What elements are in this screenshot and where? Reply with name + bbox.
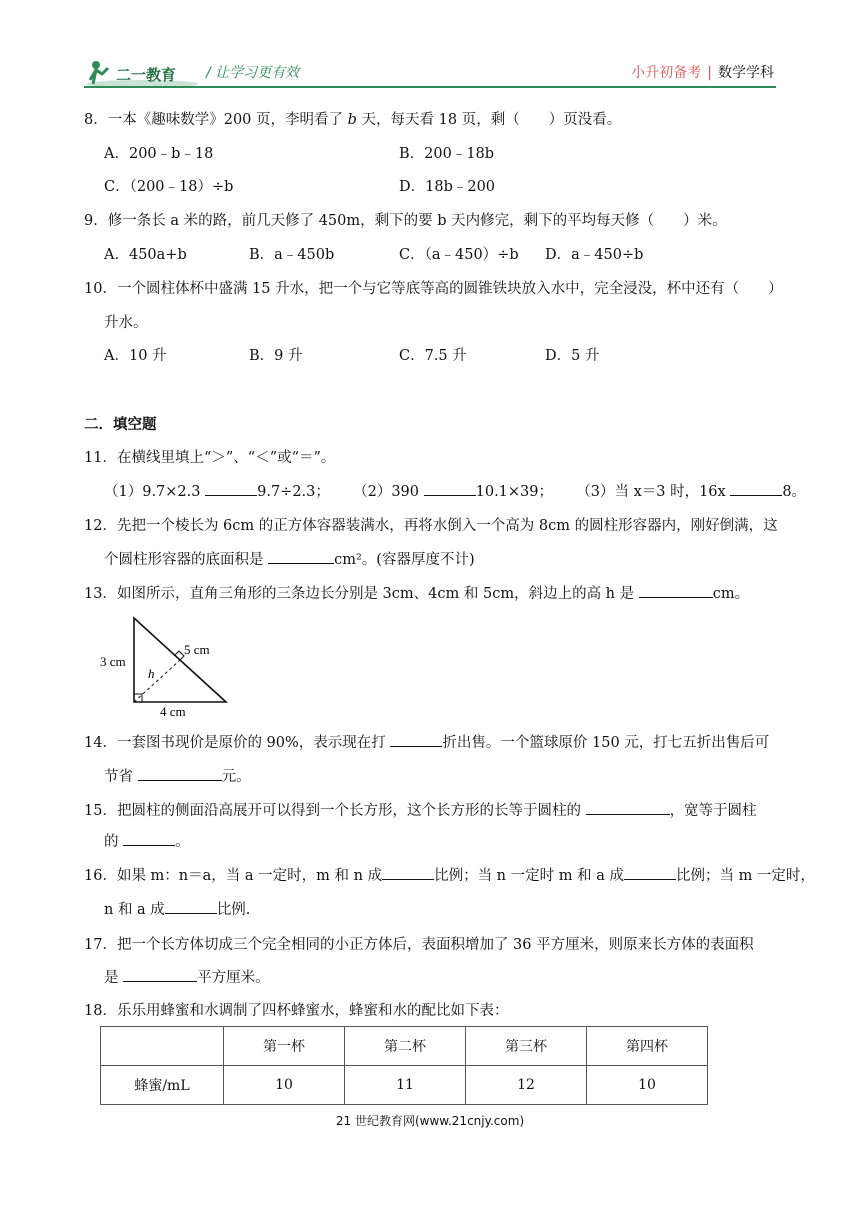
question-text: 。 bbox=[175, 834, 190, 850]
table-cell: 10 bbox=[224, 1066, 345, 1105]
answer-blank[interactable] bbox=[730, 481, 782, 496]
answer-blank[interactable] bbox=[205, 481, 257, 496]
answer-blank[interactable] bbox=[165, 899, 217, 914]
question-11-parts bbox=[104, 481, 806, 503]
exam-label: 小升初备考 bbox=[631, 65, 702, 81]
label-h: h bbox=[148, 666, 155, 681]
question-13 bbox=[84, 583, 749, 605]
question-number: 10． bbox=[84, 281, 117, 297]
question-text: cm。 bbox=[712, 586, 750, 602]
option-d: D．5 升 bbox=[545, 348, 600, 364]
question-number: 11． bbox=[84, 450, 117, 466]
answer-blank[interactable] bbox=[586, 800, 670, 815]
question-number: 13． bbox=[84, 586, 117, 602]
logo-text: 二一教育 bbox=[116, 66, 177, 84]
option-d: D．18b﹣200 bbox=[399, 179, 496, 195]
subject-label: 数学学科 bbox=[718, 65, 774, 81]
question-number: 12． bbox=[84, 518, 117, 534]
page-header bbox=[0, 0, 860, 100]
page-footer: 21 世纪教育网(www.21cnjy.com) bbox=[335, 1114, 525, 1128]
answer-blank[interactable] bbox=[138, 766, 222, 781]
question-text: n 和 a 成 bbox=[104, 902, 165, 918]
question-text: 平方厘米。 bbox=[197, 970, 270, 986]
question-text: ，宽等于圆柱 bbox=[669, 803, 757, 819]
question-text: 在横线里填上“＞”、“＜”或“＝”。 bbox=[116, 450, 336, 466]
question-number: 17． bbox=[84, 937, 117, 953]
question-text: 一个圆柱体杯中盛满 15 升水，把一个与它等底等高的圆锥铁块放入水中，完全浸没，杯中还有（ ） bbox=[116, 281, 783, 297]
question-10 bbox=[84, 278, 783, 300]
question-text: 乐乐用蜂蜜和水调制了四杯蜂蜜水，蜂蜜和水的配比如下表： bbox=[116, 1003, 509, 1019]
question-text: 是 bbox=[104, 970, 124, 986]
question-text: 节省 bbox=[104, 769, 138, 785]
question-text: 个圆柱形容器的底面积是 bbox=[104, 552, 269, 568]
answer-blank[interactable] bbox=[424, 481, 476, 496]
question-18 bbox=[84, 1000, 508, 1022]
question-number: 18． bbox=[84, 1003, 117, 1019]
answer-blank[interactable] bbox=[123, 967, 197, 982]
question-text: 天，每天看 18 页，剩（ ）页没看。 bbox=[356, 112, 622, 128]
slogan: / 让学习更有效 bbox=[206, 65, 300, 81]
answer-blank[interactable] bbox=[123, 831, 175, 846]
question-17-cont bbox=[104, 967, 270, 989]
question-17 bbox=[84, 934, 754, 956]
question-14-cont bbox=[104, 766, 251, 788]
option-b: B．200﹣18b bbox=[399, 146, 495, 162]
question-text: 比例；当 n 一定时 m 和 a 成 bbox=[434, 868, 624, 884]
header-separator: | bbox=[707, 65, 712, 81]
table-header-cell bbox=[101, 1027, 224, 1066]
answer-blank[interactable] bbox=[639, 583, 713, 598]
honey-table bbox=[100, 1026, 708, 1105]
question-text: 如图所示，直角三角形的三条边长分别是 3cm、4cm 和 5cm，斜边上的高 h 是 bbox=[116, 586, 639, 602]
table-header-cell: 第三杯 bbox=[466, 1027, 587, 1066]
question-10-cont: 升水。 bbox=[104, 315, 148, 331]
question-text: 比例；当 m 一定时， bbox=[675, 868, 815, 884]
header-divider bbox=[84, 86, 776, 88]
part-3: （3）当 x＝3 时，16x bbox=[576, 484, 731, 500]
part-1: （1）9.7×2.3 bbox=[104, 484, 206, 500]
question-text: 一本《趣味数学》200 页，李明看了 bbox=[107, 112, 348, 128]
question-8 bbox=[84, 109, 621, 131]
question-number: 14． bbox=[84, 735, 117, 751]
question-text: 的 bbox=[104, 834, 124, 850]
option-c: C．（a﹣450）÷b bbox=[399, 247, 519, 263]
option-c: C．7.5 升 bbox=[399, 348, 467, 364]
question-16-cont bbox=[104, 899, 250, 921]
table-cell: 12 bbox=[466, 1066, 587, 1105]
table-row bbox=[101, 1066, 708, 1105]
answer-blank[interactable] bbox=[382, 865, 434, 880]
question-15-cont bbox=[104, 831, 190, 853]
question-text: 一套图书现价是原价的 90%，表示现在打 bbox=[116, 735, 391, 751]
question-text: 比例. bbox=[216, 902, 251, 918]
question-number: 8． bbox=[84, 112, 108, 128]
table-header-cell: 第四杯 bbox=[587, 1027, 708, 1066]
option-a: A．450a+b bbox=[104, 247, 187, 263]
question-12-cont bbox=[104, 549, 475, 571]
header-subject bbox=[631, 62, 774, 82]
question-number: 15． bbox=[84, 803, 117, 819]
part-2: （2）390 bbox=[353, 484, 424, 500]
table-row-label: 蜂蜜/mL bbox=[101, 1066, 224, 1105]
option-a: A．200﹣b﹣18 bbox=[104, 146, 214, 162]
height-line bbox=[134, 661, 179, 702]
option-b: B．a﹣450b bbox=[249, 247, 335, 263]
right-triangle-figure bbox=[98, 610, 248, 722]
variable: b bbox=[347, 112, 357, 128]
option-b: B．9 升 bbox=[249, 348, 303, 364]
question-9 bbox=[84, 210, 727, 232]
question-number: 16． bbox=[84, 868, 117, 884]
question-text: cm²。(容器厚度不计) bbox=[334, 552, 475, 568]
table-header-cell: 第一杯 bbox=[224, 1027, 345, 1066]
question-12 bbox=[84, 515, 778, 537]
table-header-cell: 第二杯 bbox=[345, 1027, 466, 1066]
label-4cm: 4 cm bbox=[160, 704, 186, 719]
option-a: A．10 升 bbox=[104, 348, 167, 364]
question-text: 折出售。一个篮球原价 150 元，打七五折出售后可 bbox=[442, 735, 770, 751]
section-title: 二．填空题 bbox=[84, 416, 157, 433]
question-11 bbox=[84, 447, 335, 469]
question-number: 9． bbox=[84, 213, 108, 229]
part-1-rest: 9.7÷2.3； bbox=[257, 484, 330, 500]
table-header-row bbox=[101, 1027, 708, 1066]
answer-blank[interactable] bbox=[624, 865, 676, 880]
question-text: 元。 bbox=[221, 769, 251, 785]
question-16 bbox=[84, 865, 815, 887]
question-15 bbox=[84, 800, 757, 822]
option-d: D．a﹣450÷b bbox=[545, 247, 644, 263]
question-text: 先把一个棱长为 6cm 的正方体容器装满水，再将水倒入一个高为 8cm 的圆柱形容器内，刚好倒满，这 bbox=[116, 518, 778, 534]
table-cell: 10 bbox=[587, 1066, 708, 1105]
answer-blank[interactable] bbox=[268, 549, 334, 564]
question-text: 如果 m：n＝a，当 a 一定时，m 和 n 成 bbox=[116, 868, 383, 884]
part-3-rest: 8。 bbox=[782, 484, 807, 500]
label-3cm: 3 cm bbox=[100, 654, 126, 669]
question-text: 修一条长 a 米的路，前几天修了 450m，剩下的要 b 天内修完，剩下的平均每天修（ ）米。 bbox=[107, 213, 727, 229]
question-text: 把圆柱的侧面沿高展开可以得到一个长方形，这个长方形的长等于圆柱的 bbox=[116, 803, 586, 819]
question-14 bbox=[84, 732, 769, 754]
table-cell: 11 bbox=[345, 1066, 466, 1105]
question-text: 把一个长方体切成三个完全相同的小正方体后，表面积增加了 36 平方厘米，则原来长方体的表面积 bbox=[116, 937, 754, 953]
option-c: C．（200﹣18）÷b bbox=[104, 179, 234, 195]
answer-blank[interactable] bbox=[390, 732, 442, 747]
part-2-rest: 10.1×39； bbox=[475, 484, 554, 500]
label-5cm: 5 cm bbox=[184, 642, 210, 657]
